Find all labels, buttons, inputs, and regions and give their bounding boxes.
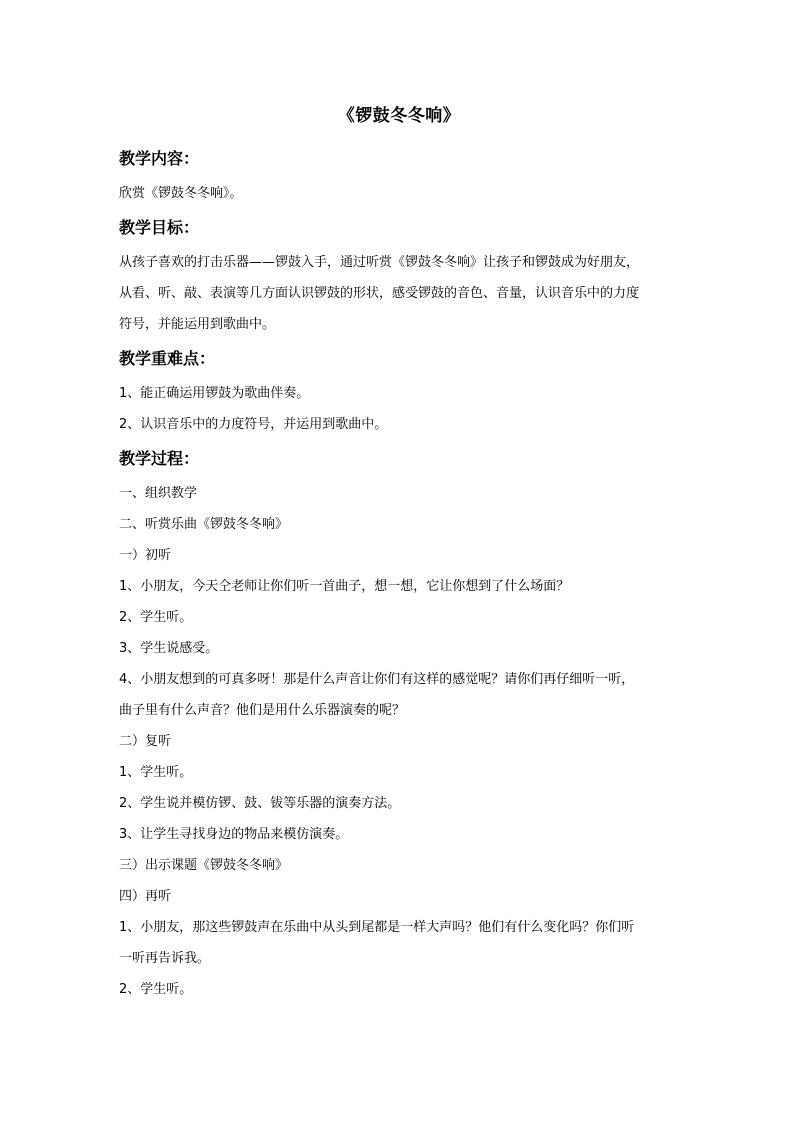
process-line: 2、学生说并模仿锣、鼓、钹等乐器的演奏方法。 bbox=[119, 796, 401, 811]
section-heading-content: 教学内容： bbox=[119, 149, 200, 168]
document-title: 《锣鼓冬冬响》 bbox=[337, 106, 461, 126]
key-point-item: 2、认识音乐中的力度符号，并运用到歌曲中。 bbox=[119, 417, 388, 432]
goals-line: 从看、听、敲、表演等几方面认识锣鼓的形状，感受锣鼓的音色、音量，认识音乐中的力度 bbox=[119, 286, 640, 301]
process-line: 一听再告诉我。 bbox=[119, 951, 211, 966]
process-line: 一）初听 bbox=[119, 548, 172, 563]
goals-line: 符号，并能运用到歌曲中。 bbox=[119, 317, 276, 332]
process-line: 二）复听 bbox=[119, 734, 172, 749]
process-line: 二、听赏乐曲《锣鼓冬冬响》 bbox=[119, 517, 289, 532]
process-line: 一、组织教学 bbox=[119, 486, 198, 501]
section-heading-process: 教学过程： bbox=[119, 449, 200, 468]
section-heading-key-points: 教学重难点： bbox=[119, 349, 216, 368]
process-line: 2、学生听。 bbox=[119, 982, 193, 997]
content-text: 欣赏《锣鼓冬冬响》。 bbox=[119, 186, 243, 201]
process-line: 1、学生听。 bbox=[119, 765, 193, 780]
process-line: 1、小朋友，那这些锣鼓声在乐曲中从头到尾都是一样大声吗？他们有什么变化吗？你们听 bbox=[119, 920, 635, 935]
key-point-item: 1、能正确运用锣鼓为歌曲伴奏。 bbox=[119, 386, 310, 401]
process-line: 曲子里有什么声音？他们是用什么乐器演奏的呢？ bbox=[119, 703, 406, 718]
process-line: 3、学生说感受。 bbox=[119, 641, 219, 656]
document-body bbox=[119, 102, 679, 1005]
process-line: 1、小朋友，今天仝老师让你们听一首曲子，想一想，它让你想到了什么场面？ bbox=[119, 579, 570, 594]
process-line: 3、让学生寻找身边的物品来模仿演奏。 bbox=[119, 827, 349, 842]
process-line: 三）出示课题《锣鼓冬冬响》 bbox=[119, 858, 289, 873]
section-heading-goals: 教学目标： bbox=[119, 218, 200, 237]
process-line: 4、小朋友想到的可真多呀！那是什么声音让你们有这样的感觉呢？请你们再仔细听一听， bbox=[119, 672, 635, 687]
process-line: 四）再听 bbox=[119, 889, 172, 904]
goals-line: 从孩子喜欢的打击乐器——锣鼓入手，通过听赏《锣鼓冬冬响》让孩子和锣鼓成为好朋友， bbox=[119, 255, 640, 270]
process-line: 2、学生听。 bbox=[119, 610, 193, 625]
